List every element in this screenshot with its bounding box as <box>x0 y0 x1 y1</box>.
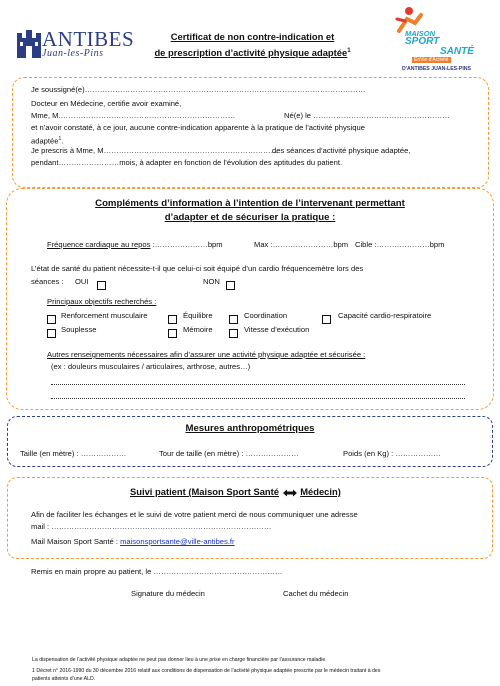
objectives-title: Principaux objectifs recherchés : <box>47 297 157 306</box>
objective-checkbox-7[interactable] <box>229 325 238 343</box>
cert-prescription-name[interactable]: Je prescris à Mme, M…………………………………………………………… <box>31 146 279 155</box>
suivi-title-b: Médecin) <box>300 486 341 497</box>
cert-line1[interactable]: Je soussigné(e)………………………………………………………………………………………………… <box>31 85 366 94</box>
suivi-title <box>130 487 341 497</box>
objective-label-6: Mémoire <box>183 325 213 334</box>
suivi-title-a: Suivi patient (Maison Sport Santé <box>130 486 279 497</box>
title-sup: 1 <box>347 48 351 54</box>
logo-right-sante: SANTÉ <box>440 46 474 57</box>
title-line2: de prescription d’activité physique adaptée <box>154 47 348 59</box>
suivi-email-field[interactable]: mail : …………………………………………………………………………… <box>31 522 272 531</box>
cert-line5: adaptée$^1$. <box>31 136 64 146</box>
other-info-line-2[interactable] <box>51 398 465 399</box>
footnote-3: patients atteints d’une ALD. <box>32 676 96 682</box>
objective-checkbox-6[interactable] <box>168 325 177 343</box>
logo-left-bottom: Juan-les-Pins <box>42 48 104 59</box>
cardio-non-checkbox[interactable] <box>226 277 235 295</box>
title-line1: Certificat de non contre-indication et <box>170 31 335 42</box>
logo-right-maison: MAISON <box>405 29 435 38</box>
cert-line5-sup: 1 <box>58 136 62 142</box>
cardio-oui-checkbox[interactable] <box>97 277 106 295</box>
objective-label-2: Équilibre <box>183 311 213 320</box>
cert-line4: et n’avoir constaté, à ce jour, aucune contre-indication apparente à la pratique de l’activité physique <box>31 123 365 132</box>
cert-patient-name[interactable]: Mme, M.…………………………………………………………… <box>31 111 236 120</box>
remis-field[interactable]: Remis en main propre au patient, le …………………………………………… <box>31 567 283 576</box>
objective-label-5: Souplesse <box>61 325 97 334</box>
fc-max[interactable]: Max :……………………bpm <box>254 240 349 249</box>
logo-right-sport: SPORT <box>405 36 440 47</box>
logo-right-tag: EnVie d'Activité <box>414 57 449 63</box>
logo-right-city: D'ANTIBES JUAN-LES-PINS <box>402 66 471 72</box>
document-title <box>135 30 370 60</box>
objective-label-7: Vitesse d’exécution <box>244 325 310 334</box>
cardio-oui-label: OUI <box>75 277 89 286</box>
mail-link[interactable]: maisonsportsante@ville-antibes.fr <box>120 537 235 546</box>
suivi-paragraph-line1: Afin de faciliter les échanges et le suivi de votre patient merci de nous communiquer une adresse <box>31 510 358 519</box>
objective-checkbox-5[interactable] <box>47 325 56 343</box>
double-arrow-icon <box>282 489 298 497</box>
mesures-title: Mesures anthropométriques <box>185 423 315 434</box>
fc-target[interactable]: Cible :…………………bpm <box>355 240 445 249</box>
objective-checkbox-4[interactable] <box>322 311 331 329</box>
cert-line2: Docteur en Médecine, certifie avoir examiné, <box>31 99 182 108</box>
castle-icon <box>14 26 44 62</box>
mail-label: Mail Maison Sport Santé : <box>31 537 121 546</box>
other-info-example: (ex : douleurs musculaires / articulaires, arthrose, autres…) <box>51 362 251 371</box>
footnote-1: La dispensation de l’activité physique adaptée ne peut pas donner lieu à une prise en charge financière par l’assurance maladie. <box>32 657 327 663</box>
cert-birthdate[interactable]: Né(e) le ……………………………………………… <box>284 111 450 120</box>
cert-duration[interactable]: pendant……………………mois, à adapter en fonction de l’évolution des aptitudes du patient. <box>31 158 343 167</box>
other-info-title: Autres renseignements nécessaires afin d’assurer une activité physique adaptée et sécurisée : <box>47 350 366 359</box>
fc-label: Fréquence cardiaque au repos <box>47 240 151 249</box>
cert-line5-text: adaptée <box>31 136 59 146</box>
complements-title-line2: d’adapter et de sécuriser la pratique : <box>164 212 336 223</box>
cardio-question: L’état de santé du patient nécessite-t-il que celui-ci soit équipé d’un cardio fréquencemètre lors des <box>31 264 364 273</box>
cardio-question-line2 <box>31 277 64 287</box>
runner-icon <box>385 5 485 35</box>
objective-label-1: Renforcement musculaire <box>61 311 148 320</box>
mail-row <box>31 537 235 547</box>
cardio-non-label: NON <box>203 277 220 286</box>
cachet-label: Cachet du médecin <box>283 589 349 598</box>
objective-label-4: Capacité cardio-respiratoire <box>338 311 432 320</box>
logo-left-top: ANTIBES <box>42 27 135 51</box>
other-info-line-1[interactable] <box>51 384 465 385</box>
cardio-question-seances: séances : <box>31 277 64 286</box>
poids-field[interactable]: Poids (en Kg) : ……………… <box>343 449 441 458</box>
fc-rest[interactable]: :…………………bpm <box>150 240 223 249</box>
cert-prescription-sessions: des séances d’activité physique adaptée, <box>272 146 411 155</box>
fc-row <box>47 240 223 250</box>
footnote-2: 1 Décret n° 2016-1990 du 30 décembre 2016 relatif aux conditions de dispensation de l’activité physique adaptée prescrite par le médecin traitant à des <box>32 668 381 674</box>
signature-label: Signature du médecin <box>131 589 205 598</box>
complements-title-line1: Compléments d’information à l’intention de l’intervenant permettant <box>95 198 405 209</box>
taille-field[interactable]: Taille (en mètre) : ……………… <box>20 449 127 458</box>
tour-taille-field[interactable]: Tour de taille (en mètre) : ………………… <box>159 449 299 458</box>
objective-label-3: Coordination <box>244 311 288 320</box>
